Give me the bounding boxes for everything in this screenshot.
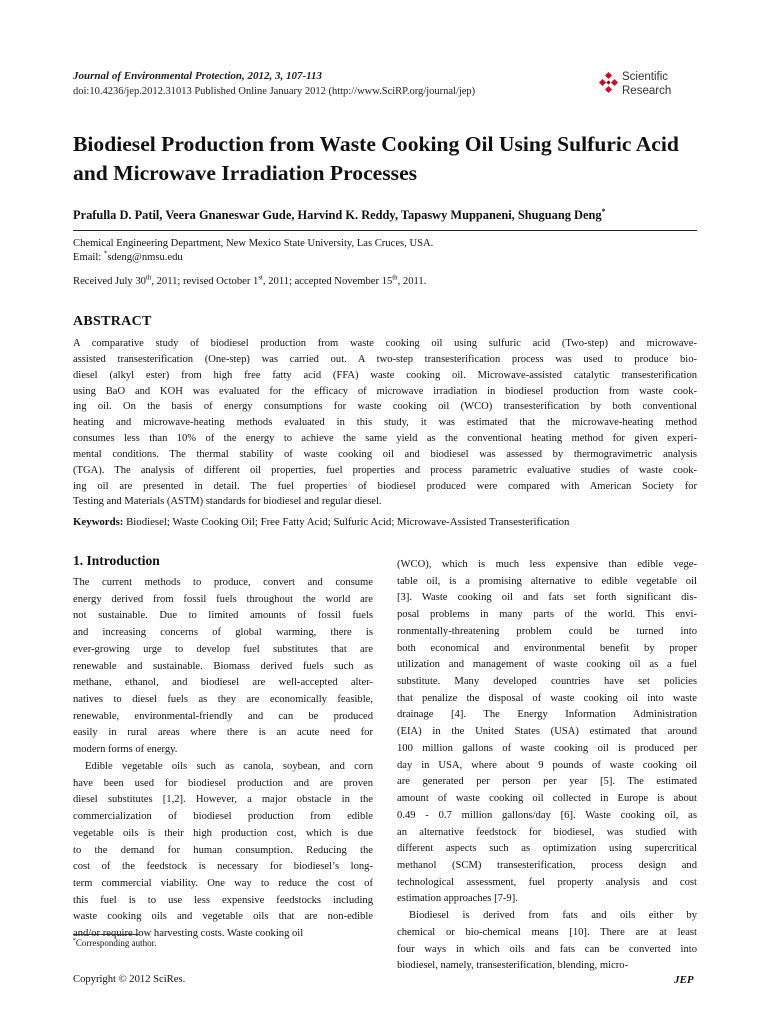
text-line: and/or require low harvesting costs. Waste cooking oil — [73, 928, 304, 940]
text-line: easily in rural areas where there is an acute need for — [73, 727, 373, 739]
abstract-line: Testing and Materials (ASTM) standards for biodiesel and regular diesel. — [73, 496, 382, 508]
text-line: term commercial viability. One way to reduce the cost of — [73, 877, 373, 889]
ordinal-suffix: th — [392, 274, 398, 282]
footnote-divider — [73, 934, 139, 935]
text-line: posal problems in many parts of the world. This envi- — [397, 609, 697, 621]
text-line: methane, ethanol, and biodiesel are well-accepted alter- — [73, 677, 373, 689]
text-line: table oil, is a promising alternative to edible vegetable oil — [397, 575, 697, 587]
text-line: and increasing concerns of global warming, there is — [73, 627, 373, 639]
text-line: that penalize the disposal of waste cooking oil into waste — [397, 692, 697, 704]
abstract-line: A comparative study of biodiesel production from waste cooking oil using sulfuric acid (Two-step) and microwave- — [73, 338, 697, 349]
accepted-date: , 2011; accepted November 15 — [262, 276, 393, 287]
abstract-line: consumes less than 10% of the energy to achieve the same yield as the conventional heating method for given experi- — [73, 433, 697, 445]
logo-mark-icon — [598, 71, 620, 99]
footnote — [73, 938, 156, 948]
authors-text: Prafulla D. Patil, Veera Gnaneswar Gude, Harvind K. Reddy, Tapaswy Muppaneni, Shuguang Deng — [73, 208, 602, 222]
text-line: vegetable oils is their high production cost, which is due — [73, 827, 373, 839]
affiliation-block — [73, 237, 433, 265]
scientific-research-logo — [598, 68, 708, 104]
section-heading-introduction: 1. Introduction — [73, 553, 160, 568]
abstract-body — [73, 336, 697, 510]
paper-title: Biodiesel Production from Waste Cooking Oil Using Sulfuric Acid and Microwave Irradiation Processes — [73, 132, 679, 185]
corresponding-mark: * — [601, 206, 606, 216]
revised-date: , 2011; revised October 1 — [151, 276, 259, 287]
abstract-line: using BaO and KOH was evaluated for the efficacy of microwave irradiation in biodiesel production from waste cook- — [73, 385, 697, 397]
abstract-line: diesel (alkyl ester) from high free fatty acid (FFA) waste cooking oil. Microwave-assisted catalytic transesterification — [73, 369, 697, 381]
journal-abbrev-footer: JEP — [674, 974, 694, 986]
affiliation: Chemical Engineering Department, New Mexico State University, Las Cruces, USA. — [73, 238, 434, 249]
text-line: (WCO), which is much less expensive than edible vege- — [397, 559, 697, 570]
journal-name: Journal of Environmental Protection, — [73, 70, 245, 82]
text-line: The current methods to produce, convert and consume — [73, 577, 373, 588]
footnote-text: Corresponding author. — [75, 938, 157, 948]
abstract-line: ing oil. On the basis of energy consumptions for waste cooking oil (WCO) transesterification by both conventional — [73, 401, 697, 413]
left-column-text — [73, 575, 373, 943]
author-list — [73, 208, 713, 223]
text-line: to the demand for human consumption. Reducing the — [73, 844, 373, 856]
text-line: technological assessment, fuel property analysis and cost — [397, 876, 697, 888]
text-line: amount of waste cooking oil collected in Europe is about — [397, 793, 697, 805]
email-mark: * — [103, 250, 108, 258]
copyright-notice: Copyright © 2012 SciRes. — [73, 974, 186, 985]
ordinal-suffix: st — [258, 274, 263, 282]
text-line: energy derived from fossil fuels throughout the world are — [73, 593, 373, 605]
text-line: renewable and sustainable. Biomass derived fuels such as — [73, 660, 373, 672]
journal-volume: 2012, 3, 107-113 — [244, 70, 323, 82]
text-line: not sustainable. Due to limited amounts of fossil fuels — [73, 610, 373, 622]
text-line: drainage [4]. The Energy Information Administration — [397, 709, 697, 721]
text-line: day in USA, where about 9 pounds of waste cooking oil — [397, 759, 697, 771]
keywords-line — [73, 516, 569, 528]
text-line: utilization and management of waste cooking oil as a fuel — [397, 659, 697, 671]
text-line: [3]. Waste cooking oil and fats set forth significant dis- — [397, 592, 697, 604]
text-line: Biodiesel is derived from fats and oils either by — [409, 910, 697, 922]
text-line: Edible vegetable oils such as canola, soybean, and corn — [85, 760, 373, 772]
text-line: modern forms of energy. — [73, 744, 178, 756]
text-line: methanol (SCM) transesterification, process design and — [397, 859, 697, 871]
abstract-line: mental conditions. The thermal stability of waste cooking oil and biodiesel was assessed by thermogravimetric analysis — [73, 448, 697, 460]
text-line: 0.49 - 0.7 million gallons/day [6]. Waste cooking oil, as — [397, 809, 697, 821]
email-address[interactable]: sdeng@nmsu.edu — [107, 252, 183, 263]
text-line: cost of the feedstock is necessary for biodiesel’s long- — [73, 861, 373, 873]
text-line: substitute. Many developed countries have set policies — [397, 676, 697, 688]
text-line: ronmentally-threatening problem could be turned into — [397, 625, 697, 637]
right-column-text — [397, 557, 697, 975]
keywords-label: Keywords: — [73, 516, 124, 528]
text-line: ever-growing urge to develop fuel substitutes that are — [73, 643, 373, 655]
text-line: 100 million gallons of waste cooking oil is produced per — [397, 742, 697, 754]
text-line: an alternative feedstock for biodiesel, was studied with — [397, 826, 697, 838]
text-line: biodiesel, namely, transesterification, blending, micro- — [397, 960, 629, 972]
date-end: , 2011. — [397, 276, 427, 287]
journal-citation — [73, 70, 322, 82]
text-line: waste cooking oils and vegetable oils that are non-edible — [73, 911, 373, 923]
keywords-text: Biodiesel; Waste Cooking Oil; Free Fatty Acid; Sulfuric Acid; Microwave-Assisted Transesterification — [123, 516, 570, 528]
text-line: natives to diesel fuels as they are economically feasible, — [73, 694, 373, 706]
abstract-line: ing oil are presented in detail. The fuel properties of biodiesel produced were compared with American Society for — [73, 480, 697, 492]
text-line: different aspects such as optimization using supercritical — [397, 843, 697, 855]
text-line: both economical and environmental benefit by proper — [397, 642, 697, 654]
text-line: chemical or bio-chemical means [10]. There are at least — [397, 926, 697, 938]
text-line: (EIA) in the United States (USA) estimated that around — [397, 726, 697, 738]
text-line: commercialization of biodiesel production from edible — [73, 811, 373, 823]
text-line: renewable, environmental-friendly and can be produced — [73, 710, 373, 722]
abstract-line: (TGA). The analysis of different oil properties, fuel properties and process parametric evaluative studies of waste cook- — [73, 464, 697, 476]
abstract-line: heating and microwave-heating methods evaluated in this study, it was estimated that the microwave-heating method — [73, 417, 697, 429]
text-line: have been used for biodiesel production and are proven — [73, 777, 373, 789]
footnote-mark: * — [73, 938, 76, 944]
doi-line: doi:10.4236/jep.2012.31013 Published Online January 2012 (http://www.SciRP.org/journal/jep) — [73, 86, 476, 97]
received-dates — [73, 276, 426, 287]
email-line — [73, 251, 433, 265]
text-line: this fuel is to use less expensive feedstocks including — [73, 894, 373, 906]
email-label: Email: — [73, 252, 104, 263]
text-line: diesel substitutes [1,2]. However, a major obstacle in the — [73, 794, 373, 806]
text-line: four ways in which oils and fats can be converted into — [397, 943, 697, 955]
abstract-heading: ABSTRACT — [73, 314, 152, 329]
logo-text-research: Research — [622, 84, 672, 97]
ordinal-suffix: th — [145, 274, 152, 282]
author-divider — [73, 230, 697, 231]
text-line: are generated per person per year [5]. The estimated — [397, 776, 697, 788]
logo-text-scientific: Scientific — [622, 71, 669, 83]
abstract-line: assisted transesterification (One-step) was carried out. A two-step transesterification process was used to produce bio- — [73, 353, 697, 365]
received-date: Received July 30 — [73, 276, 146, 287]
text-line: estimation approaches [7-9]. — [397, 893, 518, 905]
